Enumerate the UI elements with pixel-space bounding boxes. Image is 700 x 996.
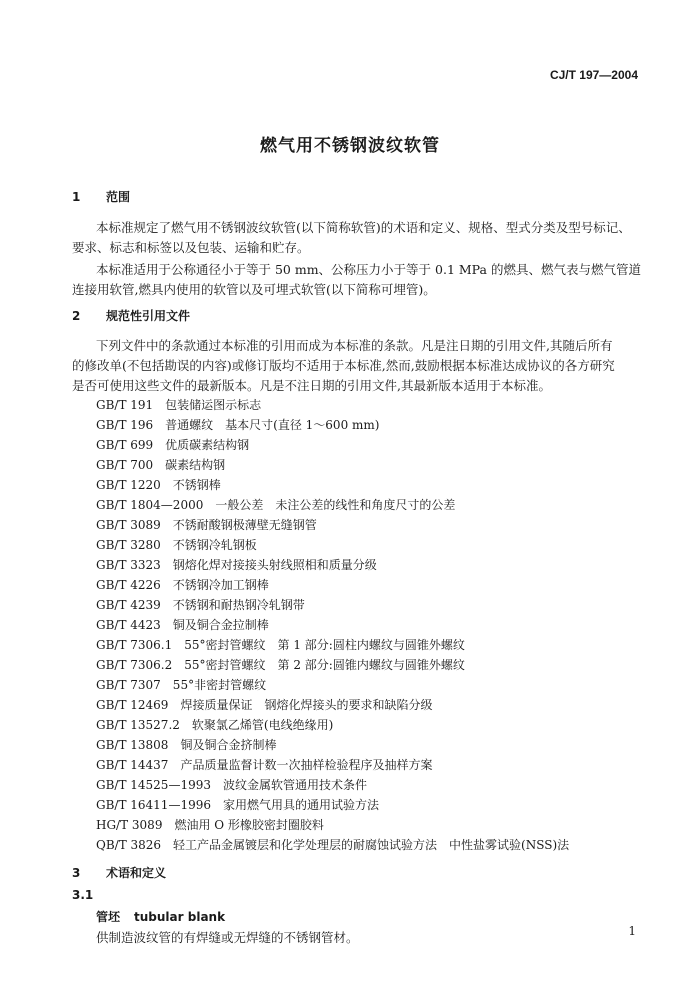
reference-item: GB/T 3323 钢熔化焊对接接头射线照相和质量分级 (96, 558, 377, 572)
reference-item: GB/T 700 碳素结构钢 (96, 458, 226, 472)
section-number: 3 (72, 866, 81, 880)
reference-item: GB/T 3280 不锈钢冷轧钢板 (96, 538, 257, 552)
paragraph-line: 下列文件中的条款通过本标准的引用而成为本标准的条款。凡是注日期的引用文件,其随后所有 (96, 338, 613, 353)
reference-item: GB/T 13527.2 软聚氯乙烯管(电线绝缘用) (96, 718, 334, 732)
reference-item: GB/T 4226 不锈钢冷加工钢棒 (96, 578, 269, 592)
section-title: 规范性引用文件 (106, 309, 191, 323)
paragraph-line: 要求、标志和标签以及包装、运输和贮存。 (72, 240, 310, 255)
section-title: 范围 (106, 190, 131, 204)
reference-item: GB/T 13808 铜及铜合金挤制棒 (96, 738, 277, 752)
section-2-heading (72, 307, 190, 324)
paragraph-line: 是否可使用这些文件的最新版本。凡是不注日期的引用文件,其最新版本适用于本标准。 (72, 378, 551, 393)
term-chinese: 管坯 (96, 910, 121, 924)
reference-item: HG/T 3089 燃油用 O 形橡胶密封圈胶料 (96, 818, 324, 832)
term-definition: 供制造波纹管的有焊缝或无焊缝的不锈钢管材。 (96, 930, 359, 945)
reference-item: GB/T 7306.1 55°密封管螺纹 第 1 部分:圆柱内螺纹与圆锥外螺纹 (96, 638, 465, 652)
clause-number: 3.1 (72, 888, 94, 902)
section-number: 1 (72, 190, 81, 204)
reference-item: GB/T 191 包装储运图示标志 (96, 398, 262, 412)
term-entry (96, 908, 225, 925)
reference-item: QB/T 3826 轻工产品金属镀层和化学处理层的耐腐蚀试验方法 中性盐雾试验(NSS)法 (96, 838, 570, 852)
reference-item: GB/T 196 普通螺纹 基本尺寸(直径 1～600 mm) (96, 418, 380, 432)
paragraph-line: 本标准适用于公称通径小于等于 50 mm、公称压力小于等于 0.1 MPa 的燃具、燃气表与燃气管道 (96, 262, 641, 277)
reference-item: GB/T 16411—1996 家用燃气用具的通用试验方法 (96, 798, 379, 812)
reference-item: GB/T 7306.2 55°密封管螺纹 第 2 部分:圆锥内螺纹与圆锥外螺纹 (96, 658, 465, 672)
reference-item: GB/T 4423 铜及铜合金拉制棒 (96, 618, 269, 632)
paragraph-line: 本标准规定了燃气用不锈钢波纹软管(以下简称软管)的术语和定义、规格、型式分类及型号标记、 (96, 220, 631, 235)
reference-item: GB/T 699 优质碳素结构钢 (96, 438, 250, 452)
reference-item: GB/T 7307 55°非密封管螺纹 (96, 678, 267, 692)
paragraph-line: 的修改单(不包括勘误的内容)或修订版均不适用于本标准,然而,鼓励根据本标准达成协议的各方研究 (72, 358, 615, 373)
reference-item: GB/T 1220 不锈钢棒 (96, 478, 221, 492)
standard-code: CJ/T 197—2004 (549, 68, 638, 82)
reference-item: GB/T 3089 不锈耐酸钢极薄壁无缝钢管 (96, 518, 317, 532)
reference-item: GB/T 12469 焊接质量保证 钢熔化焊接头的要求和缺陷分级 (96, 698, 433, 712)
section-number: 2 (72, 309, 81, 323)
section-1-heading (72, 188, 130, 205)
document-title: 燃气用不锈钢波纹软管 (260, 136, 440, 156)
reference-item: GB/T 14437 产品质量监督计数一次抽样检验程序及抽样方案 (96, 758, 433, 772)
reference-item: GB/T 14525—1993 波纹金属软管通用技术条件 (96, 778, 367, 792)
section-3-heading (72, 864, 166, 881)
section-title: 术语和定义 (106, 866, 167, 880)
paragraph-line: 连接用软管,燃具内使用的软管以及可埋式软管(以下简称可埋管)。 (72, 282, 436, 297)
page-number: 1 (628, 924, 636, 938)
reference-item: GB/T 4239 不锈钢和耐热钢冷轧钢带 (96, 598, 305, 612)
term-english: tubular blank (134, 910, 226, 924)
reference-item: GB/T 1804—2000 一般公差 未注公差的线性和角度尺寸的公差 (96, 498, 456, 512)
